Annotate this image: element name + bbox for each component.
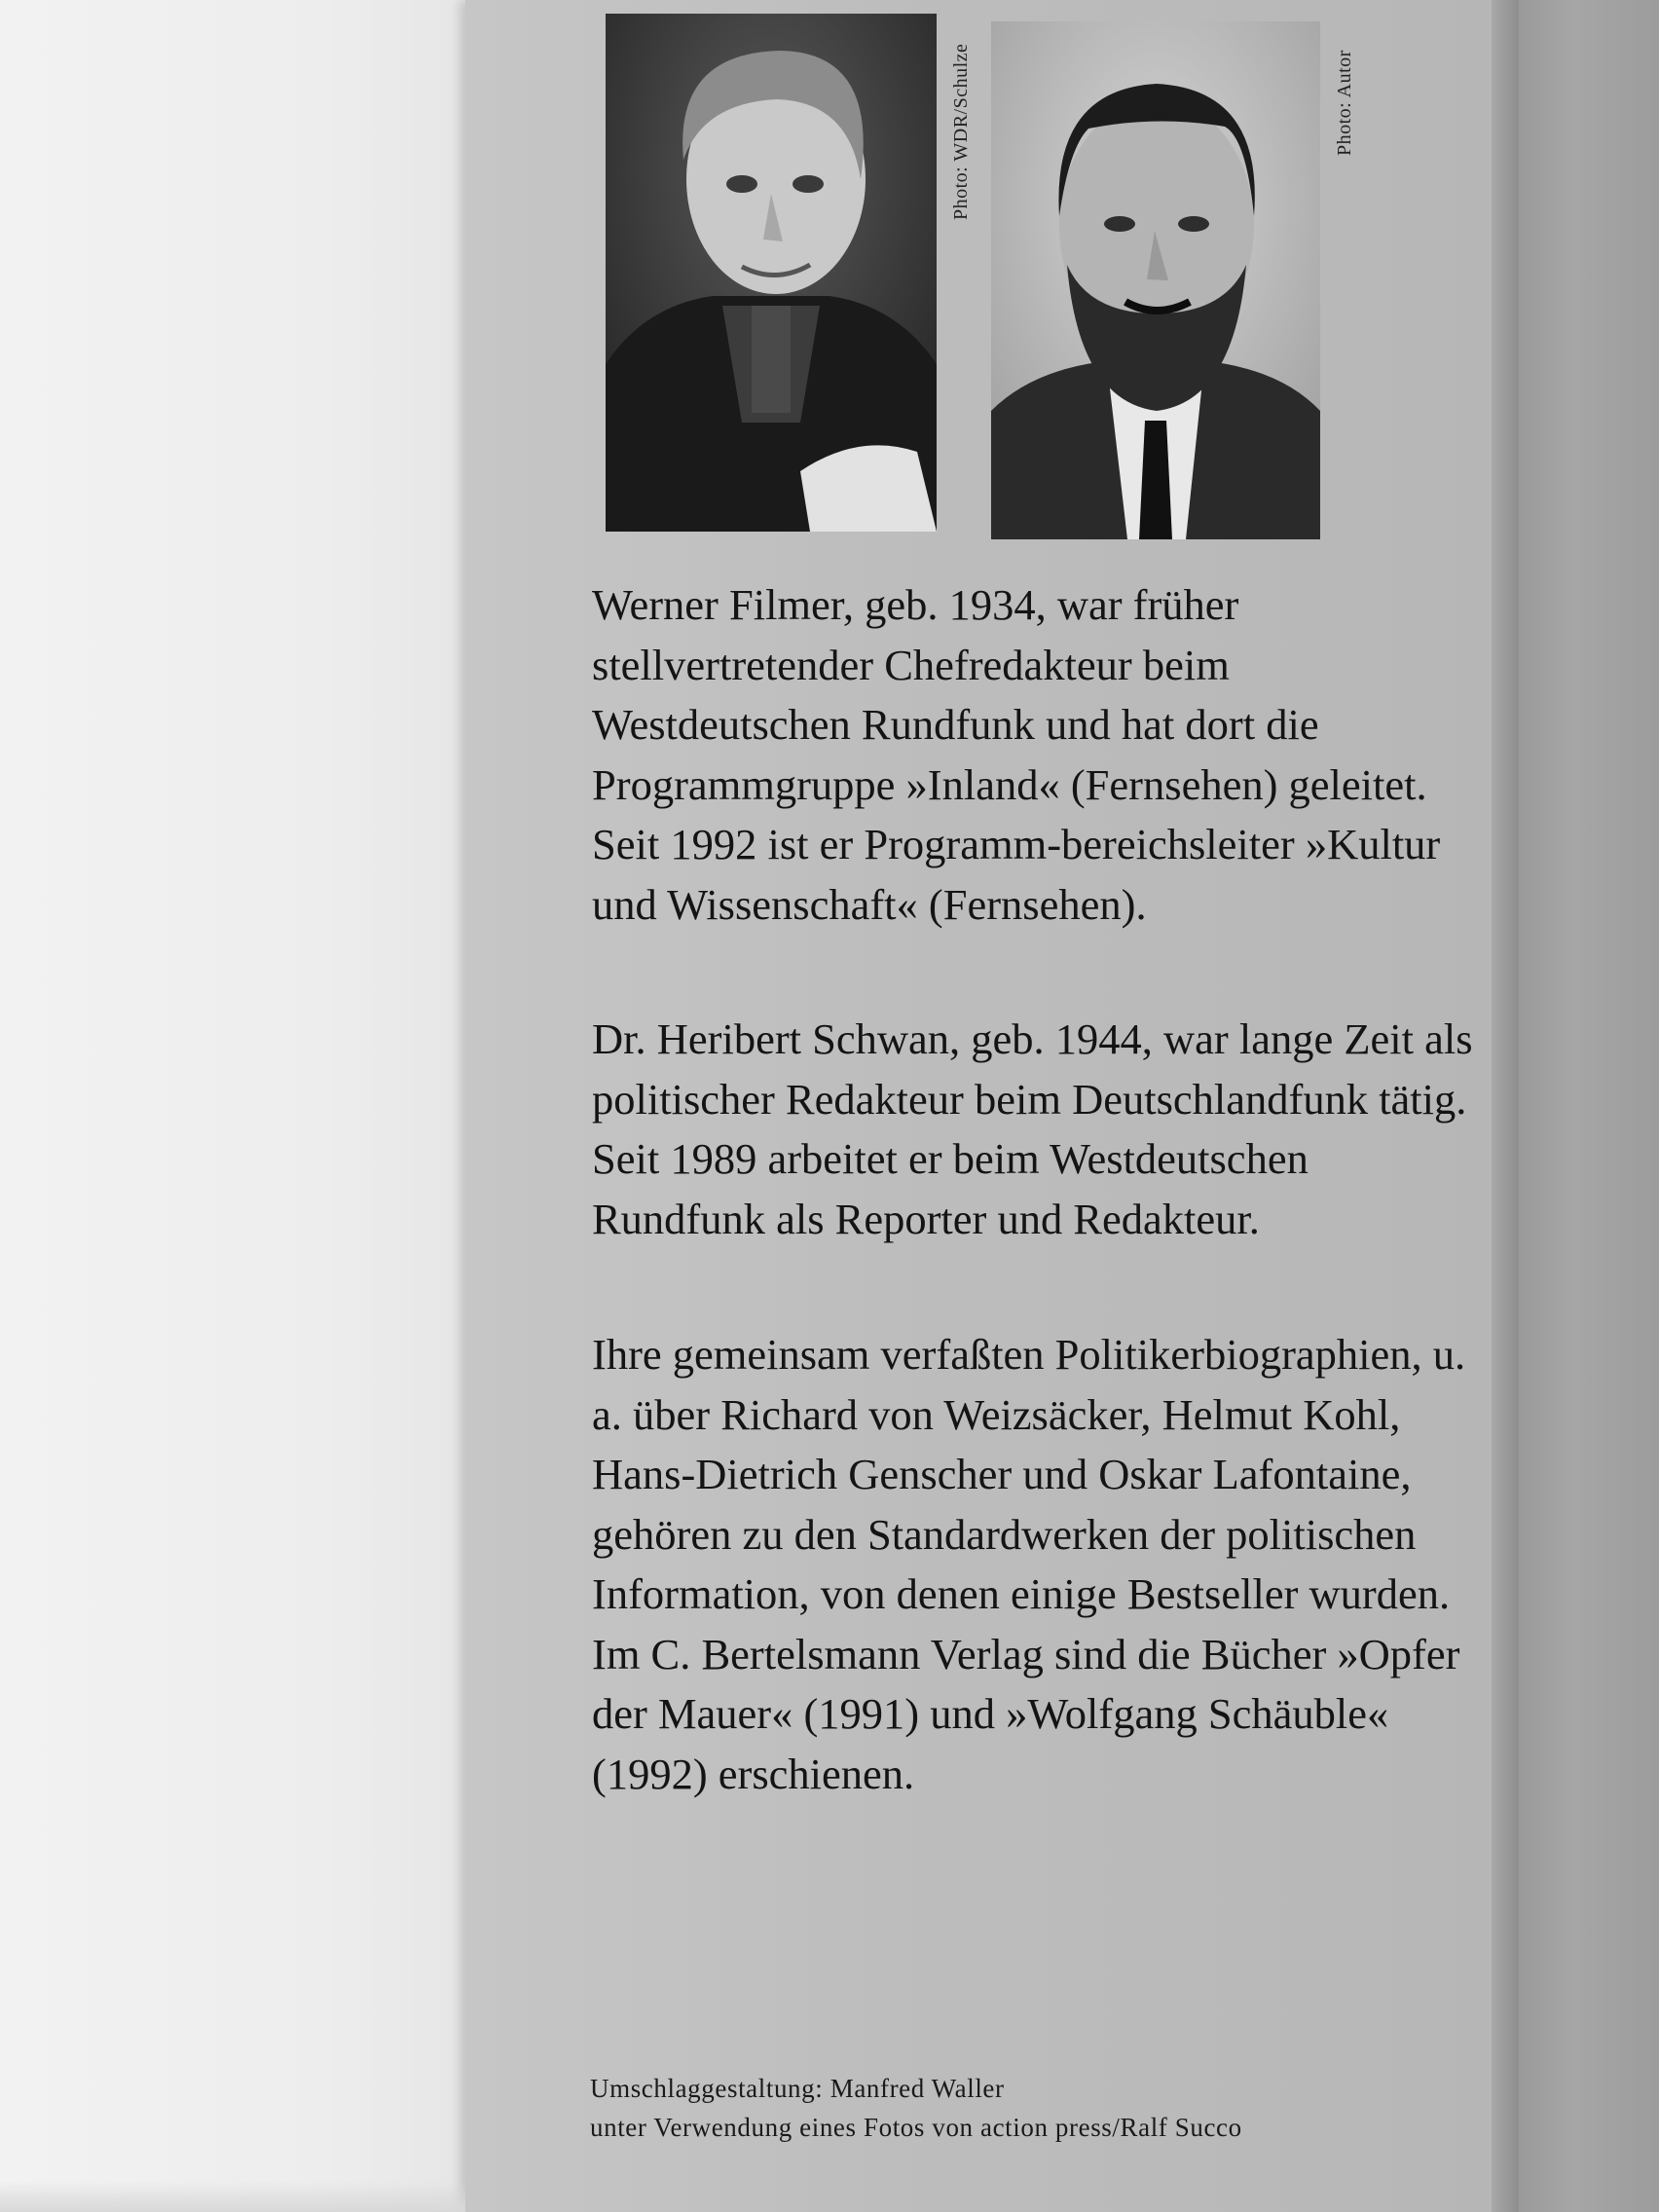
watermark-strip [0, 2181, 465, 2212]
bio-joint-works: Ihre gemeinsam verfaßten Politikerbiographien, u. a. über Richard von Weizsäcker, Helmut Kohl, Hans-Dietrich Genscher und Oskar Lafontaine, gehören zu den Standardwerken der politischen Information, von denen einige Bestseller wurden. Im C. Bertelsmann Verlag sind die Bücher »Opfer der Mauer« (1991) und »Wolfgang Schäuble« (1992) erschienen. [592, 1330, 1466, 1798]
cover-design-credit: Umschlaggestaltung: Manfred Waller [590, 2074, 1005, 2103]
background-left [0, 0, 465, 2212]
bio-schwan: Dr. Heribert Schwan, geb. 1944, war lange Zeit als politischer Redakteur beim Deutschlandfunk tätig. Seit 1989 arbeitet er beim Westdeutschen Rundfunk als Reporter und Redakteur. [592, 1014, 1473, 1243]
cover-credits [590, 2069, 1486, 2147]
flap-edge [1492, 0, 1519, 2212]
author-photo-filmer [606, 14, 937, 532]
photo-credit-right: Photo: Autor [1334, 50, 1355, 156]
author-photo-schwan [991, 21, 1320, 539]
bio-filmer: Werner Filmer, geb. 1934, war früher stellvertretender Chefredakteur beim Westdeutschen Rundfunk und hat dort die Programmgruppe »Inland« (Fernsehen) geleitet. Seit 1992 ist er Programm-bereichsleiter »Kultur und Wissenschaft« (Fernsehen). [592, 580, 1441, 929]
cover-photo-credit: unter Verwendung eines Fotos von action press/Ralf Succo [590, 2113, 1242, 2142]
background-right [1519, 0, 1659, 2212]
photo-credit-left: Photo: WDR/Schulze [950, 43, 972, 220]
